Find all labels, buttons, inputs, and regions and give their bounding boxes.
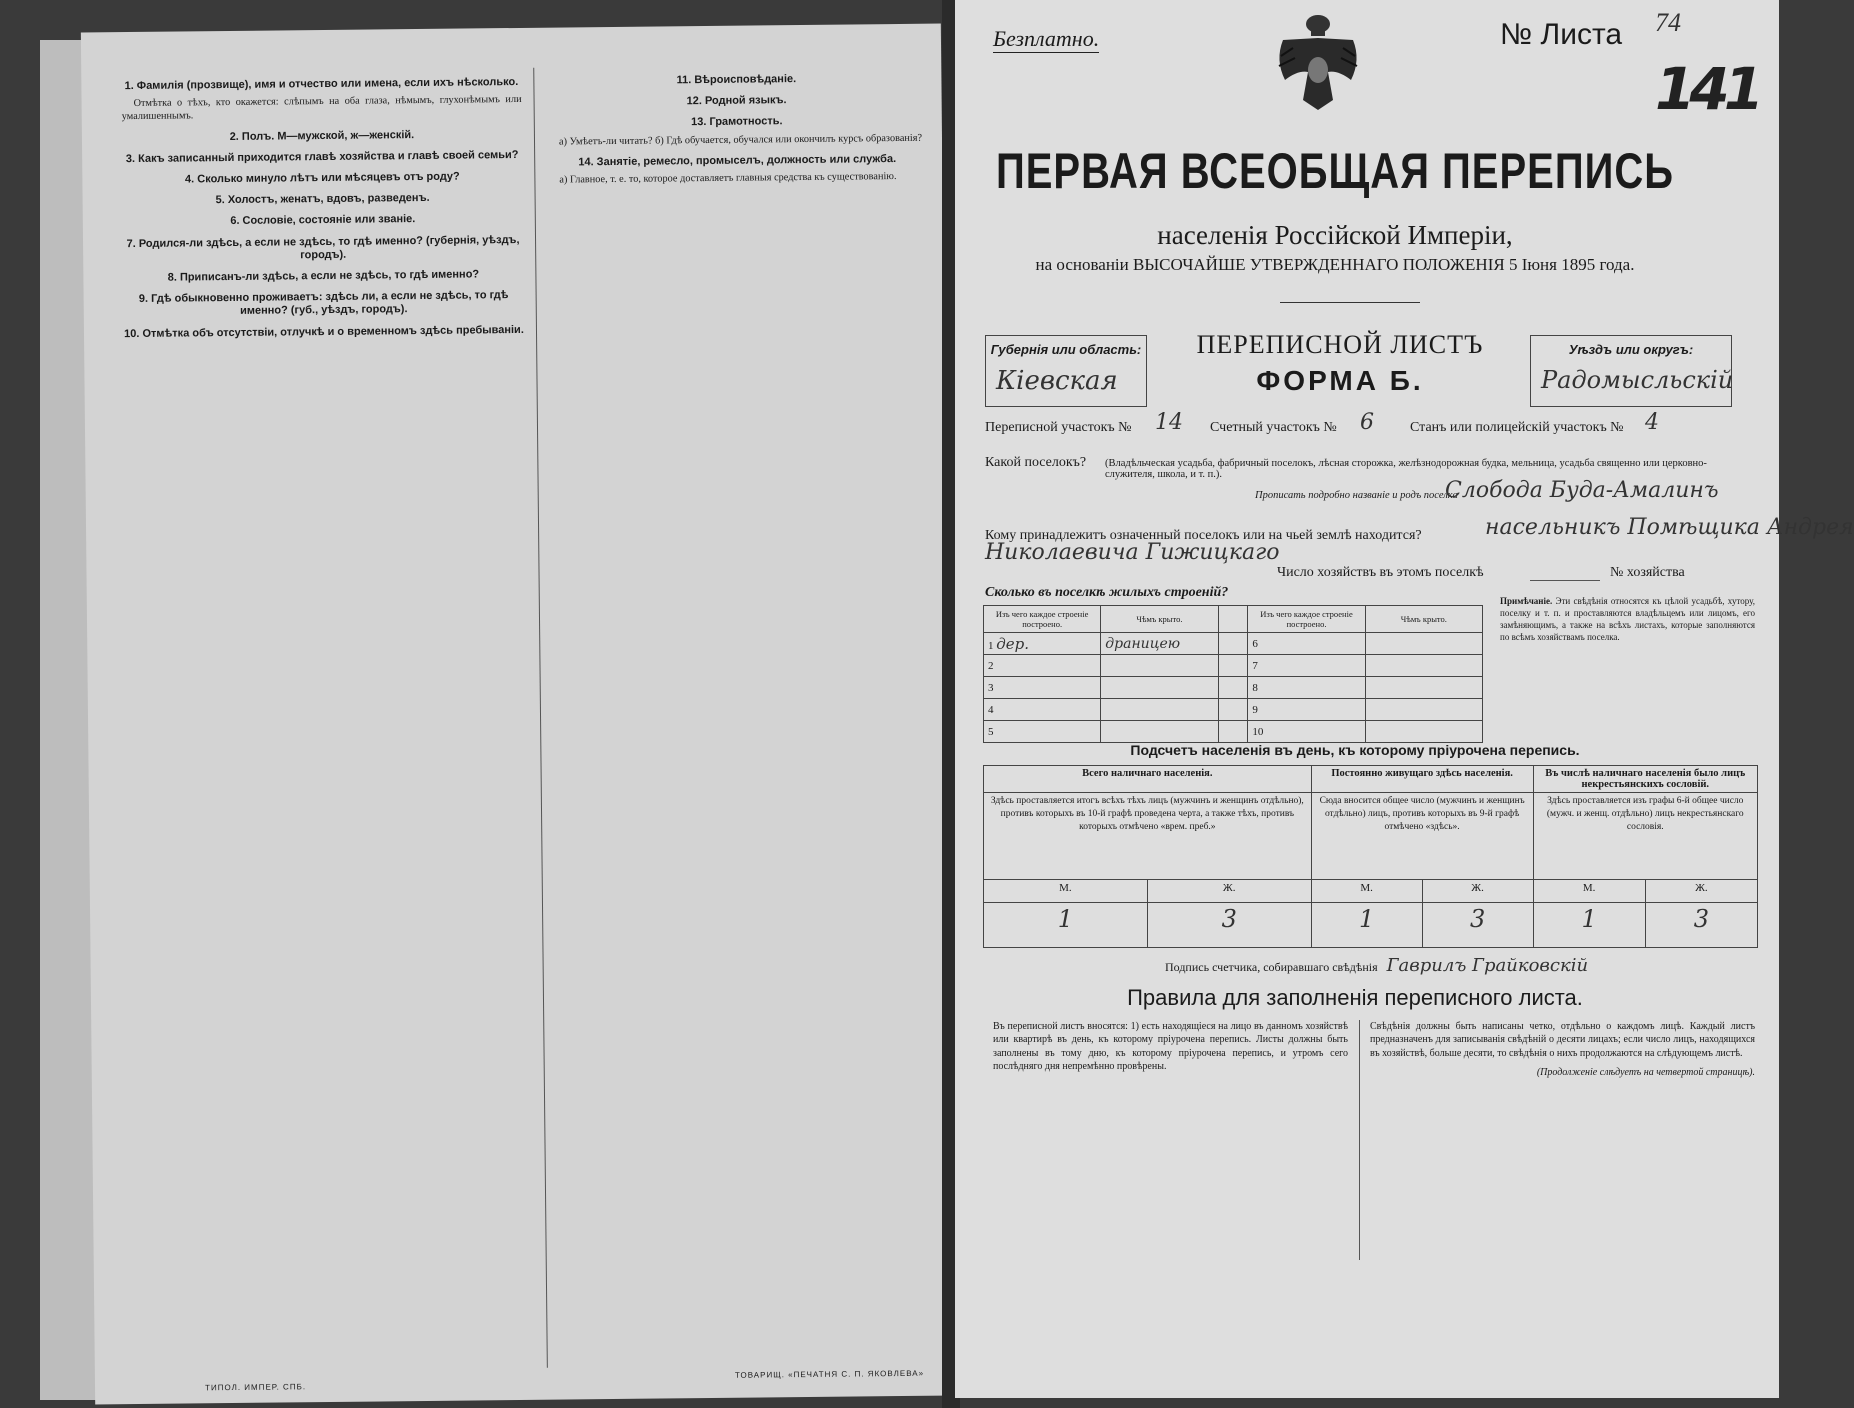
- households-label: Число хозяйствъ въ этомъ поселкѣ: [1277, 565, 1484, 580]
- table-row: [984, 633, 1483, 655]
- signature-label: Подпись счетчика, собиравшаго свѣдѣнія: [1165, 960, 1378, 974]
- stan-value: 4: [1645, 410, 1659, 435]
- instruction-heading: 7. Родился-ли здѣсь, а если не здѣсь, то гдѣ именно? (губернія, уѣздъ, городъ).: [126, 233, 520, 262]
- census-basis: на основаніи ВЫСОЧАЙШЕ УТВЕРЖДЕННАГО ПОЛОЖЕНІЯ 5 Іюня 1895 года.: [1035, 255, 1635, 274]
- printer-imprint-right: ТОВАРИЩ. «ПЕЧАТНЯ С. П. ЯКОВЛЕВА»: [734, 1368, 925, 1380]
- household-number-label: № хозяйства: [1610, 565, 1685, 580]
- rules-column-left: [993, 1020, 1348, 1074]
- count-header-present: Всего наличнаго населенія.: [984, 766, 1312, 793]
- instruction-heading: 8. Приписанъ-ли здѣсь, а если не здѣсь, то гдѣ именно?: [167, 268, 480, 284]
- poselok-hint-2: Прописать подробно названіе и родъ поселка: [1255, 490, 1458, 501]
- rules-divider: [1359, 1020, 1360, 1260]
- printer-imprint-left: ТИПОЛ. ИМПЕР. СПБ.: [204, 1382, 307, 1393]
- owner-value-2: Николаевича Гижицкаго: [985, 540, 1280, 565]
- poselok-value: Слобода Буда-Амалинъ: [1445, 478, 1719, 503]
- instruction-heading: 12. Родной языкъ.: [686, 94, 787, 108]
- census-subtitle: населенія Россійской Имперіи,: [1157, 220, 1513, 250]
- male-label: М.: [1533, 880, 1645, 903]
- guberniya-box: [985, 335, 1147, 407]
- row-number: 10: [1248, 721, 1365, 743]
- sheet-number-label: № Листа: [1500, 18, 1623, 51]
- female-label: Ж.: [1422, 880, 1533, 903]
- count-desc-present: Здѣсь проставляется итогъ всѣхъ тѣхъ лицъ (мужчинъ и женщинъ отдѣльно), противъ которыхъ въ 10-й графѣ проведена черта, а также тѣхъ, противъ которыхъ отмѣчено «врем. преб.»: [984, 793, 1312, 880]
- roof-value: драницею: [1101, 633, 1218, 655]
- female-label: Ж.: [1147, 880, 1311, 903]
- divider: [1280, 302, 1420, 303]
- poselok-hint: (Владѣльческая усадьба, фабричный поселокъ, лѣсная сторожка, желѣзнодорожная будка, мельница, усадьба священно или церковно-служителя, школа, и т. п.).: [1105, 458, 1707, 480]
- bld-header-roof-2: Чѣмъ крыто.: [1365, 606, 1482, 633]
- signature-row: [1165, 955, 1588, 976]
- row-number: 2: [984, 655, 1101, 677]
- signature-value: Гаврилъ Грайковскій: [1386, 955, 1589, 976]
- guberniya-value: Кіевская: [996, 366, 1118, 396]
- uezd-value: Радомысльскій: [1541, 366, 1734, 394]
- table-row: [984, 655, 1483, 677]
- column-divider: [533, 68, 548, 1368]
- form-subtitle: ФОРМА Б.: [1256, 365, 1424, 396]
- instruction-text: Отмѣтка о тѣхъ, кто окажется: слѣпымъ на оба глаза, нѣмымъ, глухонѣмымъ или умалишеннымъ.: [121, 94, 522, 123]
- households-field: [1530, 580, 1600, 581]
- sheet-number-value: 74: [1655, 8, 1681, 37]
- schet-label: Счетный участокъ №: [1210, 420, 1337, 435]
- row-number: 6: [1248, 633, 1365, 655]
- note-title: Примѣчаніе.: [1500, 596, 1553, 606]
- buildings-table: [983, 605, 1483, 743]
- instruction-heading: 1. Фамилія (прозвище), имя и отчество или имена, если ихъ нѣсколько.: [124, 75, 519, 93]
- poselok-label: Какой поселокъ?: [985, 455, 1087, 470]
- stan-label: Станъ или полицейскій участокъ №: [1410, 420, 1624, 435]
- nonpeasant-male-count: 1: [1533, 903, 1645, 948]
- guberniya-label: Губернія или область:: [990, 342, 1142, 357]
- owner-value-1: насельникъ Помѣщика Андрея: [1485, 515, 1854, 540]
- instruction-heading: 13. Грамотность.: [691, 115, 783, 129]
- bld-header-roof: Чѣмъ крыто.: [1101, 606, 1218, 633]
- row-number: 5: [984, 721, 1101, 743]
- male-label: М.: [984, 880, 1148, 903]
- count-header-permanent: Постоянно живущаго здѣсь населенія.: [1311, 766, 1533, 793]
- rules-left-text: Въ переписной листъ вносятся: 1) есть находящіеся на лицо въ данномъ хозяйствѣ или квартирѣ въ день, къ которому пріурочена перепись. Листы должны быть заполнены въ тому дню, къ которому пріурочена перепись, и утромъ сего послѣдняго дня непремѣнно провѣрены.: [993, 1021, 1348, 1073]
- row-number: 3: [984, 677, 1101, 699]
- count-desc-nonpeasant: Здѣсь проставляется изъ графы 6-й общее число (мужч. и женщ. отдѣльно) лицъ некрестьянскаго сословія.: [1533, 793, 1757, 880]
- table-row: [984, 677, 1483, 699]
- table-row: [984, 721, 1483, 743]
- census-form-page: [955, 0, 1854, 1398]
- count-desc-permanent: Сюда вносится общее число (мужчинъ и женщинъ отдѣльно) лицъ, противъ которыхъ въ 9-й графѣ отмѣчено «здѣсь».: [1311, 793, 1533, 880]
- note-text: Эти свѣдѣнія относятся къ цѣлой усадьбѣ, хутору, поселку и т. п. и проставляются владѣльцемъ или лицомъ, его замѣняющимъ, а также на всѣхъ листахъ, которые заполняются по всѣмъ хозяйствамъ поселка.: [1500, 596, 1756, 642]
- count-header-nonpeasant: Въ числѣ наличнаго населенія было лицъ некрестьянскихъ сословій.: [1533, 766, 1757, 793]
- row-number: 1: [988, 639, 994, 652]
- free-label: Безплатно.: [993, 26, 1100, 51]
- nonpeasant-female-count: 3: [1645, 903, 1757, 948]
- form-title: ПЕРЕПИСНОЙ ЛИСТЪ: [1196, 330, 1484, 359]
- uchastok-label: Переписной участокъ №: [985, 420, 1132, 435]
- count-title: Подсчетъ населенія въ день, къ которому пріурочена перепись.: [1130, 742, 1580, 758]
- female-label: Ж.: [1645, 880, 1757, 903]
- instruction-heading: 11. Вѣроисповѣданіе.: [676, 73, 797, 87]
- buildings-note: [1500, 595, 1755, 643]
- rules-column-right: [1370, 1020, 1755, 1080]
- permanent-female-count: 3: [1422, 903, 1533, 948]
- instruction-text: а) Умѣетъ-ли читать? б) Гдѣ обучается, обучался или окончилъ курсъ образованія?: [558, 132, 923, 148]
- present-female-count: 3: [1147, 903, 1311, 948]
- rules-right-text: Свѣдѣнія должны быть написаны четко, отдѣльно о каждомъ лицѣ. Каждый листъ предназначенъ для записыванія свѣдѣній о десяти лицахъ; если число лицъ, находящихся въ хозяйствѣ, больше десяти, то свѣдѣнія о нихъ продолжаются на слѣдующемъ листѣ.: [1370, 1021, 1755, 1059]
- instruction-text: а) Главное, т. е. то, которое доставляетъ главныя средства къ существованію.: [559, 171, 897, 186]
- schet-value: 6: [1360, 410, 1374, 435]
- imperial-eagle-icon: [1273, 10, 1363, 115]
- population-count-table: [983, 765, 1758, 948]
- instruction-heading: 3. Какъ записанный приходится главѣ хозяйства и главѣ своей семьи?: [125, 148, 519, 165]
- row-number: 4: [984, 699, 1101, 721]
- buildings-label: Сколько въ поселкѣ жилыхъ строеній?: [985, 585, 1229, 600]
- bld-header-gap: [1218, 606, 1248, 633]
- instructions-column-left: [121, 68, 524, 345]
- uezd-box: [1530, 335, 1732, 407]
- instruction-heading: 9. Гдѣ обыкновенно проживаетъ: здѣсь ли, а если не здѣсь, то гдѣ именно? (губ., уѣздъ, городъ).: [138, 289, 509, 318]
- material-value: дер.: [996, 634, 1030, 653]
- rules-title: Правила для заполненія переписного листа.: [1127, 985, 1583, 1010]
- rules-continued: (Продолженіе слѣдуетъ на четвертой страницѣ).: [1536, 1067, 1755, 1079]
- permanent-male-count: 1: [1311, 903, 1422, 948]
- instructions-page: [81, 24, 955, 1405]
- bld-header-material-2: Изъ чего каждое строеніе построено.: [1248, 606, 1365, 633]
- uchastok-value: 14: [1155, 410, 1183, 435]
- row-number: 8: [1248, 677, 1365, 699]
- instructions-column-right: [546, 64, 927, 192]
- male-label: М.: [1311, 880, 1422, 903]
- archive-folio-number: 141: [1655, 55, 1759, 123]
- census-title: ПЕРВАЯ ВСЕОБЩАЯ ПЕРЕПИСЬ: [996, 144, 1674, 200]
- owner-label: Кому принадлежитъ означенный поселокъ или на чьей землѣ находится?: [985, 528, 1422, 543]
- instruction-heading: 2. Полъ. М—мужской, ж—женскій.: [229, 128, 415, 143]
- present-male-count: 1: [984, 903, 1148, 948]
- uezd-label: Уѣздъ или округъ:: [1568, 342, 1694, 357]
- instruction-heading: 10. Отмѣтка объ отсутствіи, отлучкѣ и о временномъ здѣсь пребываніи.: [124, 323, 524, 340]
- instruction-heading: 6. Сословіе, состояніе или званіе.: [230, 213, 416, 228]
- row-number: 9: [1248, 699, 1365, 721]
- instruction-heading: 5. Холостъ, женатъ, вдовъ, разведенъ.: [215, 192, 430, 207]
- row-number: 7: [1248, 655, 1365, 677]
- table-row: [984, 699, 1483, 721]
- instruction-heading: 4. Сколько минуло лѣтъ или мѣсяцевъ отъ роду?: [184, 170, 460, 186]
- bld-header-material: Изъ чего каждое строеніе построено.: [984, 606, 1101, 633]
- instruction-heading: 14. Занятіе, ремесло, промыселъ, должность или служба.: [578, 152, 897, 169]
